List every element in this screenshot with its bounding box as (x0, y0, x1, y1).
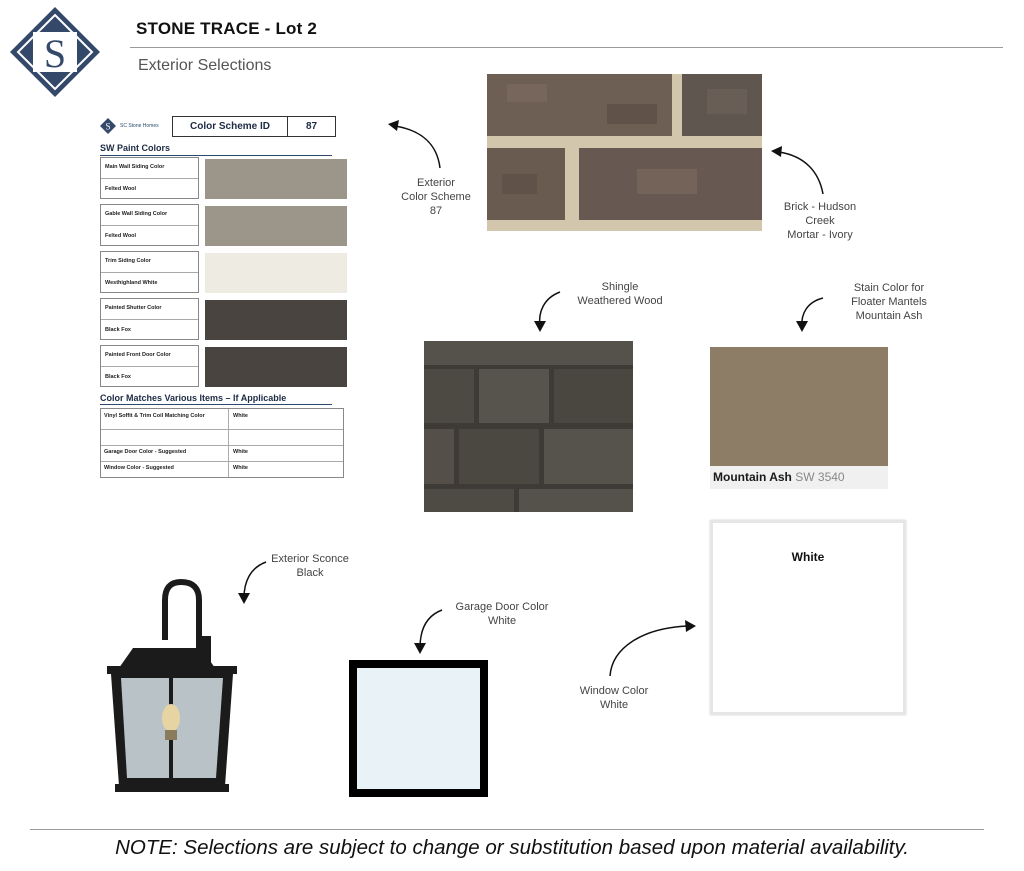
paint-row (100, 204, 346, 246)
paint-item-name: Painted Shutter Color (105, 305, 162, 311)
paint-color-name: Westhighland White (105, 280, 158, 286)
arrow-window (602, 618, 702, 680)
arrow-garage (412, 608, 447, 658)
arrow-stain (793, 296, 828, 336)
match-item: Window Color - Suggested (104, 465, 174, 471)
paint-row (100, 298, 346, 340)
arrow-shingle (530, 290, 565, 335)
stain-chip-swatch (710, 347, 888, 466)
arrow-sconce (236, 560, 271, 608)
color-matches-rule (100, 404, 332, 405)
scheme-id-value: 87 (305, 121, 318, 132)
exterior-scheme-caption: Exterior Color Scheme 87 (401, 177, 471, 217)
sconce-caption: Exterior Sconce Black (271, 553, 349, 579)
sheet-logo-text: SC Stone Homes (120, 123, 159, 129)
paint-row (100, 345, 346, 387)
shingle-sample-image (424, 341, 633, 512)
stain-chip-label: Mountain Ash SW 3540 (713, 470, 845, 484)
svg-text:S: S (43, 31, 67, 76)
arrow-brick (767, 142, 827, 197)
match-item: Garage Door Color - Suggested (104, 449, 187, 455)
svg-text:S: S (105, 121, 111, 132)
paint-color-name: Felted Wool (105, 233, 137, 239)
garage-caption: Garage Door Color White (455, 601, 549, 627)
match-value: White (233, 413, 248, 419)
arrow-exterior-scheme (385, 118, 445, 173)
paint-color-name: Felted Wool (105, 186, 137, 192)
paint-color-name: Black Fox (105, 327, 131, 333)
brick-caption: Brick - Hudson Creek Mortar - Ivory (783, 201, 857, 241)
table-row (101, 445, 343, 462)
footer-note: NOTE: Selections are subject to change or substitution based upon material availability. (115, 836, 909, 859)
paint-swatch (205, 206, 347, 246)
stain-caption: Stain Color for Floater Mantels Mountain Ash (851, 282, 927, 322)
match-value: White (233, 449, 248, 455)
color-scheme-sheet (98, 114, 350, 484)
color-matches-heading: Color Matches Various Items – If Applicable (100, 393, 287, 403)
color-matches-table (100, 408, 344, 478)
paint-colors-heading: SW Paint Colors (100, 143, 171, 153)
footer-divider (30, 829, 984, 830)
company-logo (10, 7, 100, 97)
match-item: Vinyl Soffit & Trim Coil Matching Color (104, 413, 205, 419)
shingle-caption: Shingle Weathered Wood (577, 281, 663, 307)
paint-row (100, 251, 346, 293)
sheet-logo-mark (100, 118, 116, 134)
paint-colors-rule (100, 155, 332, 156)
paint-row (100, 157, 346, 199)
garage-door-color-swatch (349, 660, 488, 797)
table-row (101, 429, 343, 446)
paint-swatch (205, 300, 347, 340)
header-divider (130, 47, 1003, 48)
paint-item-name: Painted Front Door Color (105, 352, 171, 358)
page-subtitle: Exterior Selections (138, 57, 272, 74)
paint-item-name: Trim Siding Color (105, 258, 151, 264)
page-title: STONE TRACE - Lot 2 (136, 19, 318, 38)
sheet-logo (100, 118, 168, 134)
exterior-sconce-image (105, 578, 239, 793)
paint-item-name: Main Wall Siding Color (105, 164, 165, 170)
table-row (101, 409, 343, 430)
scheme-id-box (172, 116, 336, 137)
window-color-label: White (791, 550, 825, 564)
paint-swatch (205, 347, 347, 387)
table-row (101, 461, 343, 477)
stain-chip-card (710, 347, 888, 489)
brick-sample-image (487, 74, 762, 231)
paint-swatch (205, 159, 347, 199)
scheme-id-label: Color Scheme ID (173, 117, 288, 136)
paint-color-name: Black Fox (105, 374, 131, 380)
match-value: White (233, 465, 248, 471)
paint-item-name: Gable Wall Siding Color (105, 211, 168, 217)
window-caption: Window Color White (579, 685, 649, 711)
paint-swatch (205, 253, 347, 293)
window-color-card (710, 520, 906, 715)
